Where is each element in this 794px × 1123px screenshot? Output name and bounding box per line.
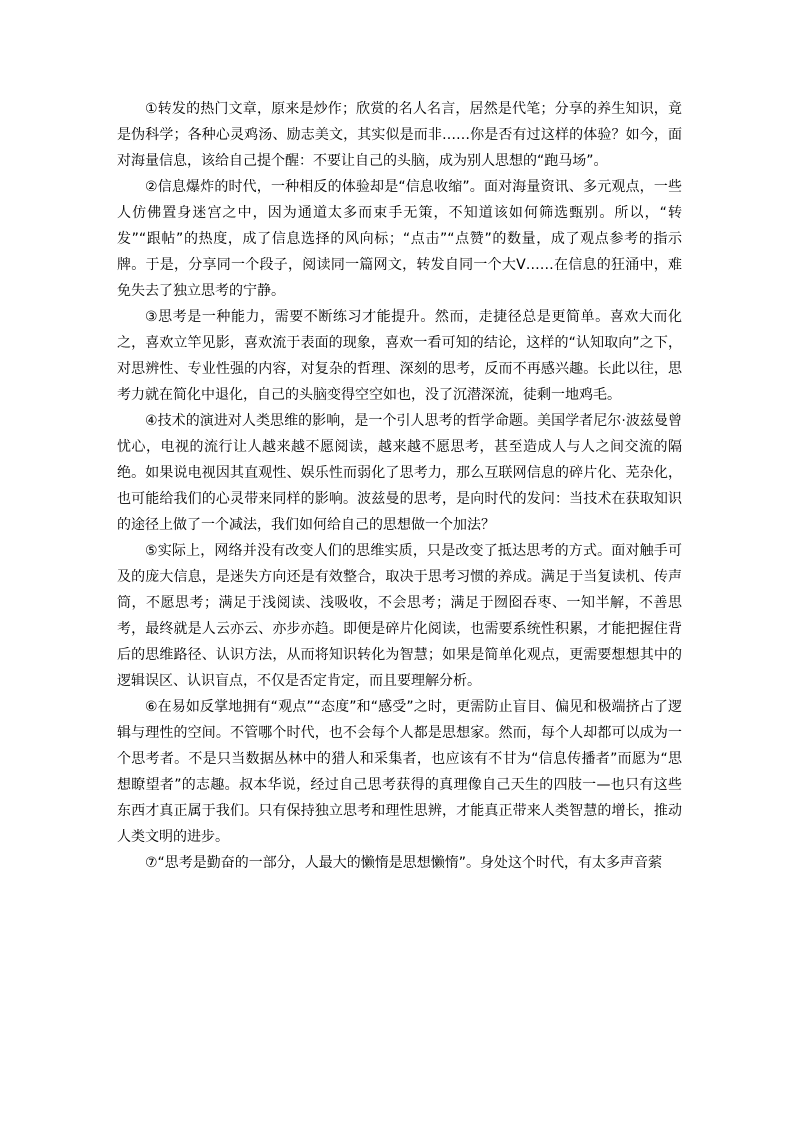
paragraph-6: ⑥在易如反掌地拥有“观点”“态度”和“感受”之时，更需防止盲目、偏见和极端挤占了逻辑与理性的空间。不管哪个时代，也不会每个人都是思想家。然而，每个人却都可以成为一个思考者。不是只当数据丛林中的猎人和采集者，也应该有不甘为“信息传播者”而愿为“思想瞭望者”的志趣。叔本华说，经过自己思考获得的真理像自己天生的四肢一—也只有这些东西才真正属于我们。只有保持独立思考和理性思辨，才能真正带来人类智慧的增长，推动人类文明的进步。 <box>117 699 682 845</box>
paragraph-4: ④技术的演进对人类思维的影响，是一个引人思考的哲学命题。美国学者尼尔·波兹曼曾忧心，电视的流行让人越来越不愿阅读，越来越不愿思考，甚至造成人与人之间交流的隔绝。如果说电视因其直观性、娱乐性而弱化了思考力，那么互联网信息的碎片化、芜杂化，也可能给我们的心灵带来同样的影响。波兹曼的思考，是向时代的发问：当技术在获取知识的途径上做了一个减法，我们如何给自己的思想做一个加法？ <box>117 413 682 533</box>
document-page <box>117 96 682 876</box>
paragraph-7: ⑦“思考是勤奋的一部分，人最大的懒惰是思想懒惰”。身处这个时代，有太多声音萦 <box>145 855 663 871</box>
paragraph-3: ③思考是一种能力，需要不断练习才能提升。然而，走捷径总是更简单。喜欢大而化之，喜欢立竿见影，喜欢流于表面的现象，喜欢一看可知的结论，这样的“认知取向”之下，对思辨性、专业性强的内容，对复杂的哲理、深刻的思考，反而不再感兴趣。长此以往，思考力就在简化中退化，自己的头脑变得空空如也，没了沉潜深流，徒剩一地鸡毛。 <box>117 309 682 403</box>
paragraph-2: ②信息爆炸的时代，一种相反的体验却是“信息收缩”。面对海量资讯、多元观点，一些人仿佛置身迷宫之中，因为通道太多而束手无策，不知道该如何筛选甄别。所以，“转发”“跟帖”的热度，成了信息选择的风向标；“点击”“点赞”的数量，成了观点参考的指示牌。于是，分享同一个段子，阅读同一篇网文，转发自同一个大V……在信息的狂涌中，难免失去了独立思考的宁静。 <box>117 179 682 299</box>
paragraph-1: ①转发的热门文章，原来是炒作；欣赏的名人名言，居然是代笔；分享的养生知识，竟是伪科学；各种心灵鸡汤、励志美文，其实似是而非……你是否有过这样的体验？如今，面对海量信息，该给自己提个醒：不要让自己的头脑，成为别人思想的“跑马场”。 <box>117 101 682 169</box>
paragraph-5: ⑤实际上，网络并没有改变人们的思维实质，只是改变了抵达思考的方式。面对触手可及的庞大信息，是迷失方向还是有效整合，取决于思考习惯的养成。满足于当复读机、传声筒，不愿思考；满足于浅阅读、浅吸收，不会思考；满足于囫囵吞枣、一知半解，不善思考，最终就是人云亦云、亦步亦趋。即便是碎片化阅读，也需要系统性积累，才能把握住背后的思维路径、认识方法，从而将知识转化为智慧；如果是简单化观点，更需要想想其中的逻辑误区、认识盲点，不仅是否定肯定，而且要理解分析。 <box>117 543 682 689</box>
